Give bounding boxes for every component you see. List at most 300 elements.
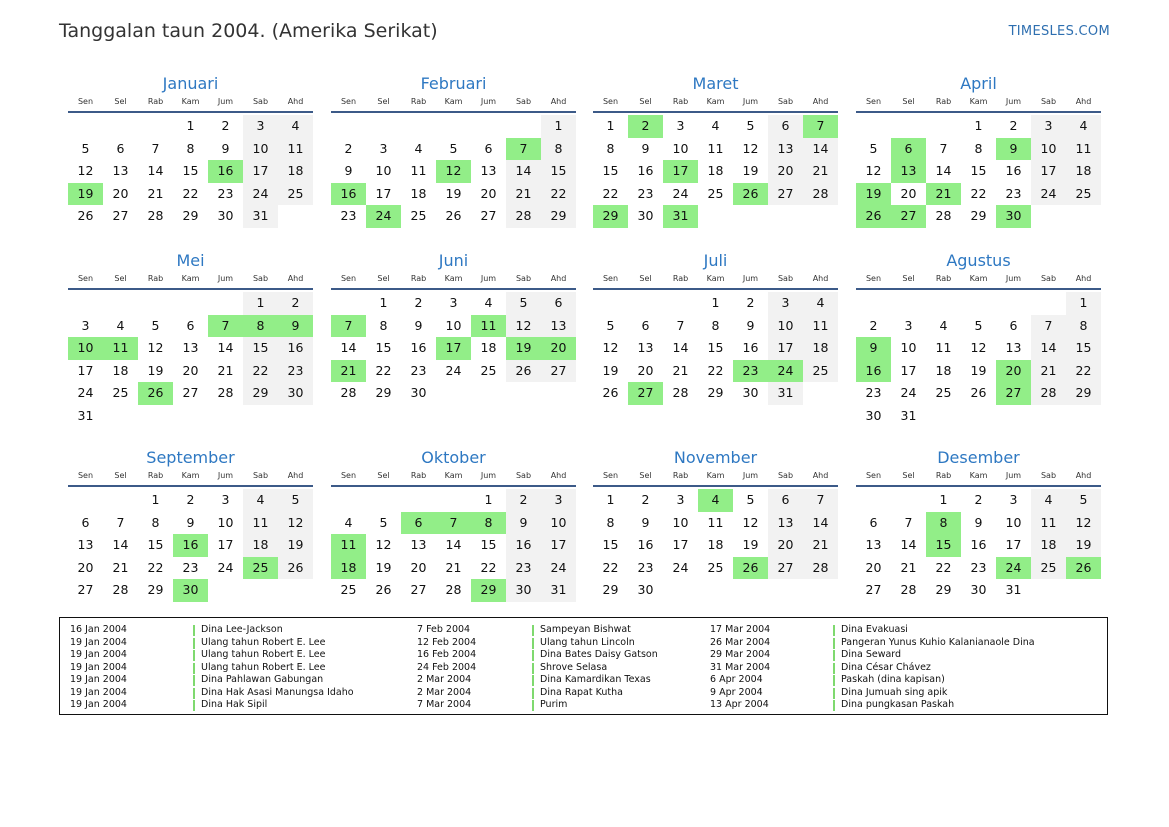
- day-cell[interactable]: 3: [676, 492, 685, 507]
- holiday-day-cell[interactable]: 2: [628, 115, 663, 138]
- day-cell[interactable]: 17: [900, 362, 917, 378]
- day-cell[interactable]: 19: [1066, 534, 1101, 557]
- day-cell[interactable]: 13: [865, 537, 882, 552]
- day-cell[interactable]: 24: [900, 385, 917, 400]
- day-cell[interactable]: 18: [480, 340, 497, 355]
- day-cell[interactable]: 24: [243, 183, 278, 206]
- day-cell[interactable]: 22: [182, 185, 199, 201]
- day-cell[interactable]: 4: [116, 317, 125, 333]
- day-cell[interactable]: 2: [746, 295, 755, 310]
- day-cell[interactable]: 28: [803, 183, 838, 206]
- day-cell[interactable]: 3: [81, 317, 90, 333]
- day-cell[interactable]: 6: [1009, 317, 1018, 333]
- day-cell[interactable]: 17: [1031, 160, 1066, 183]
- day-cell[interactable]: 19: [602, 362, 619, 378]
- day-cell[interactable]: 17: [541, 534, 576, 557]
- day-cell[interactable]: 24: [217, 559, 234, 575]
- day-cell[interactable]: 21: [506, 183, 541, 206]
- day-cell[interactable]: 26: [375, 582, 392, 597]
- day-cell[interactable]: 10: [672, 140, 689, 156]
- holiday-day-cell[interactable]: 27: [891, 205, 926, 228]
- day-cell[interactable]: 20: [768, 160, 803, 183]
- day-cell[interactable]: 4: [414, 140, 423, 156]
- day-cell[interactable]: 18: [803, 337, 838, 360]
- day-cell[interactable]: 3: [1009, 492, 1018, 507]
- day-cell[interactable]: 2: [278, 292, 313, 315]
- day-cell[interactable]: 17: [217, 537, 234, 552]
- day-cell[interactable]: 11: [1031, 512, 1066, 535]
- day-cell[interactable]: 10: [900, 340, 917, 355]
- day-cell[interactable]: 8: [974, 140, 983, 156]
- day-cell[interactable]: 30: [217, 208, 234, 223]
- day-cell[interactable]: 5: [506, 292, 541, 315]
- day-cell[interactable]: 24: [672, 185, 689, 201]
- day-cell[interactable]: 5: [278, 489, 313, 512]
- day-cell[interactable]: 17: [1005, 537, 1022, 552]
- day-cell[interactable]: 8: [606, 514, 615, 530]
- day-cell[interactable]: 5: [746, 492, 755, 507]
- day-cell[interactable]: 5: [869, 140, 878, 156]
- day-cell[interactable]: 29: [707, 385, 724, 400]
- day-cell[interactable]: 23: [278, 360, 313, 383]
- day-cell[interactable]: 1: [939, 492, 948, 507]
- day-cell[interactable]: 11: [410, 163, 427, 178]
- day-cell[interactable]: 6: [186, 317, 195, 333]
- day-cell[interactable]: 18: [278, 160, 313, 183]
- site-link[interactable]: TIMESLES.COM: [1008, 24, 1110, 39]
- day-cell[interactable]: 6: [641, 317, 650, 333]
- day-cell[interactable]: 29: [541, 205, 576, 228]
- day-cell[interactable]: 28: [900, 582, 917, 597]
- day-cell[interactable]: 30: [970, 582, 987, 597]
- day-cell[interactable]: 19: [742, 537, 759, 552]
- day-cell[interactable]: 12: [506, 315, 541, 338]
- day-cell[interactable]: 25: [480, 362, 497, 378]
- holiday-day-cell[interactable]: 23: [733, 360, 768, 383]
- day-cell[interactable]: 28: [217, 385, 234, 400]
- day-cell[interactable]: 5: [151, 317, 160, 333]
- day-cell[interactable]: 25: [410, 208, 427, 223]
- day-cell[interactable]: 23: [182, 559, 199, 575]
- day-cell[interactable]: 13: [768, 138, 803, 161]
- day-cell[interactable]: 13: [182, 340, 199, 355]
- day-cell[interactable]: 27: [77, 582, 94, 597]
- day-cell[interactable]: 21: [445, 559, 462, 575]
- day-cell[interactable]: 22: [541, 183, 576, 206]
- holiday-day-cell[interactable]: 30: [173, 579, 208, 602]
- day-cell[interactable]: 12: [742, 514, 759, 530]
- day-cell[interactable]: 2: [414, 295, 423, 310]
- day-cell[interactable]: 30: [637, 208, 654, 223]
- day-cell[interactable]: 9: [344, 163, 353, 178]
- day-cell[interactable]: 22: [602, 185, 619, 201]
- holiday-day-cell[interactable]: 18: [331, 557, 366, 580]
- day-cell[interactable]: 21: [803, 534, 838, 557]
- day-cell[interactable]: 2: [641, 492, 650, 507]
- day-cell[interactable]: 19: [970, 362, 987, 378]
- day-cell[interactable]: 28: [803, 557, 838, 580]
- day-cell[interactable]: 1: [151, 492, 160, 507]
- day-cell[interactable]: 12: [147, 340, 164, 355]
- day-cell[interactable]: 1: [484, 492, 493, 507]
- day-cell[interactable]: 21: [803, 160, 838, 183]
- day-cell[interactable]: 6: [81, 514, 90, 530]
- day-cell[interactable]: 3: [541, 489, 576, 512]
- day-cell[interactable]: 17: [768, 337, 803, 360]
- holiday-day-cell[interactable]: 19: [506, 337, 541, 360]
- day-cell[interactable]: 20: [480, 185, 497, 201]
- day-cell[interactable]: 27: [410, 582, 427, 597]
- holiday-day-cell[interactable]: 7: [436, 512, 471, 535]
- holiday-day-cell[interactable]: 19: [856, 183, 891, 206]
- day-cell[interactable]: 7: [904, 514, 913, 530]
- day-cell[interactable]: 15: [970, 163, 987, 178]
- day-cell[interactable]: 25: [1066, 183, 1101, 206]
- day-cell[interactable]: 10: [672, 514, 689, 530]
- day-cell[interactable]: 31: [77, 407, 94, 423]
- day-cell[interactable]: 7: [939, 140, 948, 156]
- day-cell[interactable]: 18: [1066, 160, 1101, 183]
- day-cell[interactable]: 3: [768, 292, 803, 315]
- holiday-day-cell[interactable]: 30: [996, 205, 1031, 228]
- day-cell[interactable]: 22: [375, 362, 392, 378]
- day-cell[interactable]: 14: [803, 138, 838, 161]
- day-cell[interactable]: 29: [935, 582, 952, 597]
- day-cell[interactable]: 25: [707, 185, 724, 201]
- day-cell[interactable]: 12: [1066, 512, 1101, 535]
- holiday-day-cell[interactable]: 29: [593, 205, 628, 228]
- day-cell[interactable]: 27: [768, 557, 803, 580]
- day-cell[interactable]: 14: [340, 340, 357, 355]
- day-cell[interactable]: 14: [672, 340, 689, 355]
- holiday-day-cell[interactable]: 6: [401, 512, 436, 535]
- day-cell[interactable]: 23: [1005, 185, 1022, 201]
- day-cell[interactable]: 3: [1031, 115, 1066, 138]
- day-cell[interactable]: 2: [186, 492, 195, 507]
- day-cell[interactable]: 27: [112, 208, 129, 223]
- day-cell[interactable]: 23: [340, 208, 357, 223]
- day-cell[interactable]: 18: [243, 534, 278, 557]
- day-cell[interactable]: 12: [278, 512, 313, 535]
- day-cell[interactable]: 26: [445, 208, 462, 223]
- day-cell[interactable]: 18: [935, 362, 952, 378]
- day-cell[interactable]: 19: [147, 362, 164, 378]
- day-cell[interactable]: 27: [865, 582, 882, 597]
- day-cell[interactable]: 18: [410, 185, 427, 201]
- day-cell[interactable]: 2: [974, 492, 983, 507]
- day-cell[interactable]: 29: [182, 208, 199, 223]
- holiday-day-cell[interactable]: 24: [996, 557, 1031, 580]
- day-cell[interactable]: 3: [676, 118, 685, 133]
- day-cell[interactable]: 25: [340, 582, 357, 597]
- day-cell[interactable]: 28: [672, 385, 689, 400]
- day-cell[interactable]: 9: [641, 140, 650, 156]
- day-cell[interactable]: 31: [541, 579, 576, 602]
- day-cell[interactable]: 7: [1031, 315, 1066, 338]
- day-cell[interactable]: 19: [375, 559, 392, 575]
- day-cell[interactable]: 28: [112, 582, 129, 597]
- day-cell[interactable]: 13: [410, 537, 427, 552]
- day-cell[interactable]: 14: [112, 537, 129, 552]
- day-cell[interactable]: 11: [1066, 138, 1101, 161]
- day-cell[interactable]: 11: [707, 140, 724, 156]
- day-cell[interactable]: 8: [186, 140, 195, 156]
- day-cell[interactable]: 25: [278, 183, 313, 206]
- day-cell[interactable]: 5: [974, 317, 983, 333]
- day-cell[interactable]: 13: [541, 315, 576, 338]
- day-cell[interactable]: 6: [484, 140, 493, 156]
- day-cell[interactable]: 18: [1031, 534, 1066, 557]
- holiday-day-cell[interactable]: 6: [891, 138, 926, 161]
- day-cell[interactable]: 27: [480, 208, 497, 223]
- day-cell[interactable]: 11: [243, 512, 278, 535]
- day-cell[interactable]: 15: [243, 337, 278, 360]
- day-cell[interactable]: 8: [541, 138, 576, 161]
- day-cell[interactable]: 3: [904, 317, 913, 333]
- day-cell[interactable]: 20: [112, 185, 129, 201]
- day-cell[interactable]: 11: [707, 514, 724, 530]
- day-cell[interactable]: 18: [707, 163, 724, 178]
- holiday-day-cell[interactable]: 12: [436, 160, 471, 183]
- day-cell[interactable]: 6: [768, 115, 803, 138]
- day-cell[interactable]: 5: [379, 514, 388, 530]
- day-cell[interactable]: 21: [112, 559, 129, 575]
- holiday-day-cell[interactable]: 21: [331, 360, 366, 383]
- day-cell[interactable]: 19: [445, 185, 462, 201]
- day-cell[interactable]: 20: [900, 185, 917, 201]
- day-cell[interactable]: 16: [637, 163, 654, 178]
- day-cell[interactable]: 15: [1066, 337, 1101, 360]
- day-cell[interactable]: 18: [112, 362, 129, 378]
- day-cell[interactable]: 23: [637, 559, 654, 575]
- day-cell[interactable]: 1: [974, 118, 983, 133]
- day-cell[interactable]: 30: [637, 582, 654, 597]
- day-cell[interactable]: 7: [803, 489, 838, 512]
- day-cell[interactable]: 13: [480, 163, 497, 178]
- day-cell[interactable]: 8: [151, 514, 160, 530]
- day-cell[interactable]: 4: [803, 292, 838, 315]
- day-cell[interactable]: 22: [707, 362, 724, 378]
- day-cell[interactable]: 17: [375, 185, 392, 201]
- day-cell[interactable]: 28: [935, 208, 952, 223]
- day-cell[interactable]: 24: [541, 557, 576, 580]
- day-cell[interactable]: 3: [221, 492, 230, 507]
- day-cell[interactable]: 6: [768, 489, 803, 512]
- day-cell[interactable]: 20: [182, 362, 199, 378]
- day-cell[interactable]: 1: [379, 295, 388, 310]
- day-cell[interactable]: 1: [243, 292, 278, 315]
- day-cell[interactable]: 26: [77, 208, 94, 223]
- day-cell[interactable]: 21: [147, 185, 164, 201]
- day-cell[interactable]: 19: [742, 163, 759, 178]
- holiday-day-cell[interactable]: 11: [103, 337, 138, 360]
- day-cell[interactable]: 30: [506, 579, 541, 602]
- day-cell[interactable]: 16: [970, 537, 987, 552]
- day-cell[interactable]: 1: [711, 295, 720, 310]
- day-cell[interactable]: 16: [506, 534, 541, 557]
- day-cell[interactable]: 28: [445, 582, 462, 597]
- day-cell[interactable]: 9: [221, 140, 230, 156]
- holiday-day-cell[interactable]: 26: [1066, 557, 1101, 580]
- day-cell[interactable]: 10: [768, 315, 803, 338]
- day-cell[interactable]: 31: [768, 382, 803, 405]
- day-cell[interactable]: 4: [1066, 115, 1101, 138]
- day-cell[interactable]: 9: [746, 317, 755, 333]
- day-cell[interactable]: 4: [278, 115, 313, 138]
- holiday-day-cell[interactable]: 9: [996, 138, 1031, 161]
- day-cell[interactable]: 7: [116, 514, 125, 530]
- day-cell[interactable]: 10: [375, 163, 392, 178]
- day-cell[interactable]: 8: [379, 317, 388, 333]
- day-cell[interactable]: 28: [147, 208, 164, 223]
- day-cell[interactable]: 14: [217, 340, 234, 355]
- day-cell[interactable]: 1: [606, 118, 615, 133]
- day-cell[interactable]: 4: [1031, 489, 1066, 512]
- day-cell[interactable]: 23: [637, 185, 654, 201]
- holiday-day-cell[interactable]: 25: [243, 557, 278, 580]
- day-cell[interactable]: 29: [970, 208, 987, 223]
- holiday-day-cell[interactable]: 26: [733, 557, 768, 580]
- day-cell[interactable]: 23: [865, 385, 882, 400]
- day-cell[interactable]: 15: [182, 163, 199, 178]
- day-cell[interactable]: 4: [711, 118, 720, 133]
- day-cell[interactable]: 9: [974, 514, 983, 530]
- holiday-day-cell[interactable]: 8: [926, 512, 961, 535]
- day-cell[interactable]: 22: [935, 559, 952, 575]
- day-cell[interactable]: 2: [506, 489, 541, 512]
- day-cell[interactable]: 10: [1005, 514, 1022, 530]
- day-cell[interactable]: 18: [707, 537, 724, 552]
- day-cell[interactable]: 17: [672, 537, 689, 552]
- day-cell[interactable]: 15: [602, 537, 619, 552]
- day-cell[interactable]: 1: [541, 115, 576, 138]
- day-cell[interactable]: 12: [77, 163, 94, 178]
- day-cell[interactable]: 26: [506, 360, 541, 383]
- day-cell[interactable]: 12: [970, 340, 987, 355]
- day-cell[interactable]: 6: [116, 140, 125, 156]
- day-cell[interactable]: 23: [410, 362, 427, 378]
- day-cell[interactable]: 10: [1031, 138, 1066, 161]
- day-cell[interactable]: 16: [1005, 163, 1022, 178]
- day-cell[interactable]: 31: [900, 407, 917, 423]
- day-cell[interactable]: 16: [637, 537, 654, 552]
- day-cell[interactable]: 14: [506, 160, 541, 183]
- day-cell[interactable]: 15: [147, 537, 164, 552]
- holiday-day-cell[interactable]: 21: [926, 183, 961, 206]
- day-cell[interactable]: 30: [742, 385, 759, 400]
- day-cell[interactable]: 13: [112, 163, 129, 178]
- day-cell[interactable]: 5: [746, 118, 755, 133]
- holiday-day-cell[interactable]: 16: [331, 183, 366, 206]
- holiday-day-cell[interactable]: 26: [138, 382, 173, 405]
- day-cell[interactable]: 30: [865, 407, 882, 423]
- day-cell[interactable]: 5: [606, 317, 615, 333]
- day-cell[interactable]: 4: [939, 317, 948, 333]
- day-cell[interactable]: 1: [186, 118, 195, 133]
- day-cell[interactable]: 2: [1009, 118, 1018, 133]
- day-cell[interactable]: 21: [900, 559, 917, 575]
- holiday-day-cell[interactable]: 29: [471, 579, 506, 602]
- day-cell[interactable]: 6: [869, 514, 878, 530]
- day-cell[interactable]: 31: [243, 205, 278, 228]
- day-cell[interactable]: 10: [445, 317, 462, 333]
- day-cell[interactable]: 30: [278, 382, 313, 405]
- holiday-day-cell[interactable]: 17: [663, 160, 698, 183]
- holiday-day-cell[interactable]: 15: [926, 534, 961, 557]
- holiday-day-cell[interactable]: 27: [628, 382, 663, 405]
- day-cell[interactable]: 9: [186, 514, 195, 530]
- day-cell[interactable]: 15: [541, 160, 576, 183]
- day-cell[interactable]: 14: [935, 163, 952, 178]
- day-cell[interactable]: 9: [641, 514, 650, 530]
- day-cell[interactable]: 29: [147, 582, 164, 597]
- day-cell[interactable]: 29: [243, 382, 278, 405]
- day-cell[interactable]: 7: [676, 317, 685, 333]
- day-cell[interactable]: 20: [410, 559, 427, 575]
- day-cell[interactable]: 25: [112, 385, 129, 400]
- day-cell[interactable]: 14: [1031, 337, 1066, 360]
- day-cell[interactable]: 21: [217, 362, 234, 378]
- day-cell[interactable]: 8: [606, 140, 615, 156]
- holiday-day-cell[interactable]: 16: [173, 534, 208, 557]
- holiday-day-cell[interactable]: 16: [856, 360, 891, 383]
- day-cell[interactable]: 22: [480, 559, 497, 575]
- day-cell[interactable]: 20: [637, 362, 654, 378]
- day-cell[interactable]: 12: [375, 537, 392, 552]
- day-cell[interactable]: 5: [1066, 489, 1101, 512]
- holiday-day-cell[interactable]: 27: [996, 382, 1031, 405]
- day-cell[interactable]: 23: [217, 185, 234, 201]
- day-cell[interactable]: 13: [768, 512, 803, 535]
- day-cell[interactable]: 10: [243, 138, 278, 161]
- day-cell[interactable]: 6: [541, 292, 576, 315]
- day-cell[interactable]: 11: [803, 315, 838, 338]
- day-cell[interactable]: 14: [803, 512, 838, 535]
- day-cell[interactable]: 9: [414, 317, 423, 333]
- day-cell[interactable]: 5: [449, 140, 458, 156]
- holiday-day-cell[interactable]: 9: [856, 337, 891, 360]
- day-cell[interactable]: 24: [445, 362, 462, 378]
- day-cell[interactable]: 2: [344, 140, 353, 156]
- day-cell[interactable]: 22: [1066, 360, 1101, 383]
- day-cell[interactable]: 21: [1031, 360, 1066, 383]
- holiday-day-cell[interactable]: 13: [891, 160, 926, 183]
- day-cell[interactable]: 15: [375, 340, 392, 355]
- holiday-day-cell[interactable]: 31: [663, 205, 698, 228]
- holiday-day-cell[interactable]: 20: [541, 337, 576, 360]
- holiday-day-cell[interactable]: 7: [331, 315, 366, 338]
- day-cell[interactable]: 10: [217, 514, 234, 530]
- holiday-day-cell[interactable]: 10: [68, 337, 103, 360]
- day-cell[interactable]: 25: [1031, 557, 1066, 580]
- day-cell[interactable]: 27: [541, 360, 576, 383]
- holiday-day-cell[interactable]: 11: [471, 315, 506, 338]
- day-cell[interactable]: 14: [900, 537, 917, 552]
- holiday-day-cell[interactable]: 20: [996, 360, 1031, 383]
- day-cell[interactable]: 26: [602, 385, 619, 400]
- day-cell[interactable]: 29: [375, 385, 392, 400]
- holiday-day-cell[interactable]: 17: [436, 337, 471, 360]
- day-cell[interactable]: 29: [1066, 382, 1101, 405]
- day-cell[interactable]: 1: [606, 492, 615, 507]
- day-cell[interactable]: 10: [541, 512, 576, 535]
- day-cell[interactable]: 25: [935, 385, 952, 400]
- day-cell[interactable]: 16: [410, 340, 427, 355]
- day-cell[interactable]: 3: [243, 115, 278, 138]
- day-cell[interactable]: 22: [243, 360, 278, 383]
- day-cell[interactable]: 2: [869, 317, 878, 333]
- day-cell[interactable]: 25: [803, 360, 838, 383]
